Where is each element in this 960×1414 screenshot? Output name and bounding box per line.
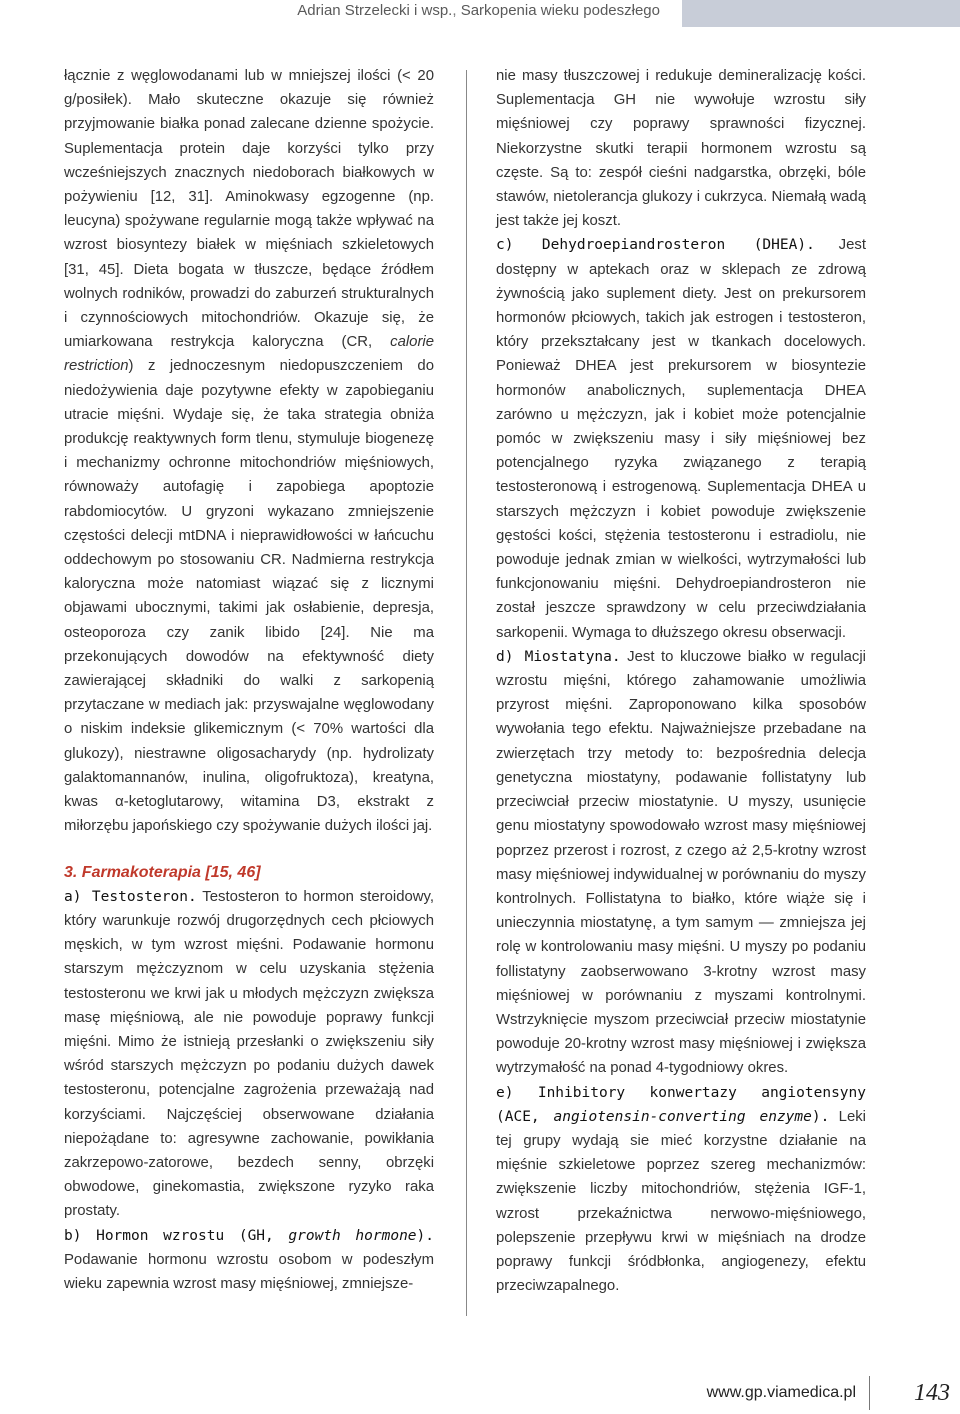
subsection-text-c: Jest dostępny w aptekach oraz w sklepach ze zdrową żywnością jako suplement diety. Jest on prekursorem hormonów płciowych, takich jak estrogen i testosteron, który przekształcany jest w tkankach docelowych. Ponieważ DHEA jest prekursorem w biosyntezie hormonów anabolicznych, suplementacja DHEA zarówno u mężczyzn, jak i kobiet może potencjalnie pomóc w zwiększeniu masy i siły mięśniowej bez potencjalnego ryzyka związanego z terapią testosteronową i estrogenową. Suplementacja DHEA u starszych mężczyzn i kobiet powoduje zwiększenie gęstości kości, stężenia testosteronu i estradiolu, nie powoduje jednak zmian w wielkości, wytrzymałości lub funkcjonowaniu mięśni. Dehydroepiandrosteron nie został jeszcze sprawdzony w celu przeciwdziałania sarkopenii. Wymaga to dłuższego okresu obserwacji. bbox=[496, 237, 866, 641]
subsection-testosteron bbox=[64, 885, 434, 1224]
footer-url[interactable]: www.gp.viamedica.pl bbox=[706, 1384, 856, 1401]
subsection-label-e-italic: angiotensin-converting enzyme bbox=[553, 1108, 812, 1125]
left-p1-text: łącznie z węglowodanami lub w mniejszej ilości (< 20 g/posiłek). Mało skuteczne okazuje się również przyjmowanie białka ponad zalecane dzienne spożycie. Suplementacja protein daje korzyści tylko przy wcześniejszych znacznych niedoborach białkowych w pożywieniu [12, 31]. Aminokwasy egzogenne (np. leucyna) spożywane regularnie mogą także wpływać na wzrost biosyntezy białek w mięśniach szkieletowych [31, 45]. Dieta bogata w tłuszcze, będące źródłem wolnych rodników, prowadzi do zaburzeń strukturalnych i czynnościowych mitochondriów. Okazuje się, że umiarkowana restrykcja kaloryczna (CR, bbox=[64, 68, 434, 351]
section-heading-farmakoterapia: 3. Farmakoterapia [15, 46] bbox=[64, 863, 261, 881]
subsection-ace-inhibitors bbox=[496, 1081, 866, 1299]
subsection-text-d: Jest to kluczowe białko w regulacji wzrostu mięśni, którego zahamowanie umożliwia przyrost mięśni. Zaproponowano kilka sposobów wywołania tego efektu. Najważniejsze przebadane na zwierzętach trzy metody to: bezpośrednia delecja genetyczna miostatyny, podawanie follistatyny lub przeciwciał przeciw miostatynie. U myszy, usunięcie genu miostatyny spowodowało wzrost masy mięśniowej poprzez przerost i rozrost, z czego aż 2,5-krotny wzrost masy mięśniowej indywidualnej w porównaniu do myszy kontrolnych. Follistatyna to białko, które wiąże się i unieczynnia miostatynę, a tym samym — zmniejsza jej rolę w kontrolowaniu masy mięśni. U myszy po podaniu follistatyny zaobserwowano 3-krotny wzrost masy mięśniowej w porównaniu z myszami kontrolnymi. Wstrzyknięcie myszom przeciwciał przeciw miostatynie powoduje 20-krotny wzrost masy mięśniowej i zwiększa wytrzymałość na ponad 4-tygodniowy okres. bbox=[496, 648, 866, 1077]
subsection-label-a: a) Testosteron. bbox=[64, 888, 197, 905]
header-authors: Adrian Strzelecki i wsp. bbox=[297, 2, 453, 19]
subsection-label-e bbox=[496, 1085, 866, 1125]
subsection-label-b-end: ). bbox=[416, 1227, 434, 1244]
subsection-label-e-start: e) Inhibitory konwertazy angiotensyny (ACE, bbox=[496, 1084, 866, 1125]
left-paragraph-1 bbox=[64, 64, 434, 839]
subsection-label-d: d) Miostatyna. bbox=[496, 648, 621, 665]
subsection-label-b bbox=[64, 1228, 434, 1244]
running-header-text bbox=[297, 2, 660, 19]
running-header bbox=[0, 0, 960, 40]
left-p1-italic: calorie restriction bbox=[64, 334, 434, 375]
subsection-text-e: Leki tej grupy wydają sie mieć korzystne działanie na mięśnie szkieletowe poprzez szereg mechanizmów: zwiększenie liczby mitochondriów, stężenia IGF-1, wzrost przekaźnictwa nerwowo-mięśniowego, polepszenie przepływu krwi w mięśniach na drodze poprawy funkcji śródbłonka, angiogenezy, efektu przeciwzapalnego. bbox=[496, 1108, 866, 1295]
right-paragraph-1: nie masy tłuszczowej i redukuje demineralizację kości. Suplementacja GH nie wywołuje wzrostu siły mięśniowej czy poprawy sprawności fizycznej. Niekorzystne skutki terapii hormonem wzrostu są częste. Są to: zespół cieśni nadgarstka, obrzęki, bóle stawów, nietolerancja glukozy i cukrzyca. Niemałą wadą jest także jej koszt. bbox=[496, 68, 866, 230]
subsection-text-a: Testosteron to hormon steroidowy, który warunkuje rozwój drugorzędnych cech płciowych męskich, w tym wzrost mięśni. Podawanie hormonu starszym mężczyznom w celu uzyskania stężenia testosteronu we krwi jak u młodych mężczyzn zwiększa masę mięśniową, ale nie powoduje poprawy funkcji mięśni. Mimo że istnieją przesłanki o zwiększeniu siły wśród starszych mężczyzn po podaniu dużych dawek testosteronu, potencjalne zagrożenia przeważają nad korzyściami. Najczęściej obserwowane działania niepożądane to: agresywne zachowanie, powikłania zakrzepowo-zatorowe, bezdech senny, obrzęki obwodowe, ginekomastia, zwiększone ryzyko raka prostaty. bbox=[64, 888, 434, 1220]
subsection-text-b: Podawanie hormonu wzrostu osobom w podeszłym wieku zapewnia wzrost masy mięśniowej, zmniejsze- bbox=[64, 1251, 434, 1292]
header-title: Sarkopenia wieku podeszłego bbox=[460, 2, 660, 19]
header-bar bbox=[682, 0, 960, 27]
right-column bbox=[496, 64, 866, 1298]
subsection-hormon-wzrostu bbox=[64, 1224, 434, 1297]
subsection-label-e-end: ). bbox=[811, 1108, 830, 1125]
subsection-label-b-italic: growth hormone bbox=[288, 1227, 417, 1244]
subsection-label-c: c) Dehydroepiandrosteron (DHEA). bbox=[496, 237, 815, 254]
left-column bbox=[64, 64, 434, 1296]
subsection-miostatyna bbox=[496, 645, 866, 1081]
subsection-label-b-start: b) Hormon wzrostu (GH, bbox=[64, 1227, 289, 1244]
page-number: 143 bbox=[869, 1376, 950, 1410]
column-divider bbox=[466, 70, 467, 1316]
left-p1-cont: ) z jednoczesnym niedopuszczeniem do niedożywienia daje pozytywne efekty w zapobieganiu utracie mięśni. Wydaje się, że taka strategia obniża produkcję reaktywnych form tlenu, stymuluje biogenezę i mechanizmy ochronne mitochondriów mięśniowych, równoważy autofagię i zapobiega apoptozie rabdomiocytów. U gryzoni wykazano zmniejszenie częstości delecji mtDNA i nieprawidłowości w łańcuchu oddechowym po stosowaniu CR. Nadmierna restrykcja kaloryczna może natomiast wiązać się z licznymi objawami ubocznymi, takimi jak osłabienie, depresja, osteoporoza czy zanik libido [24]. Nie ma przekonujących dowodów na efektywność diety zawierającej składniki do walki z sarkopenią przytaczane w mediach jak: przyswajalne węglowodany o niskim indeksie glikemicznym (< 70% wartości dla glukozy), niestrawne oligosacharydy (np. hydrolizaty galaktomannanów, inulina, oligofruktoza), kreatyna, kwas α-ketoglutarowy, witamina D3, ekstrakt z miłorzębu japońskiego czy spożywanie dużych ilości jaj. bbox=[64, 358, 434, 835]
subsection-dhea bbox=[496, 233, 866, 644]
header-separator: , bbox=[452, 2, 461, 19]
